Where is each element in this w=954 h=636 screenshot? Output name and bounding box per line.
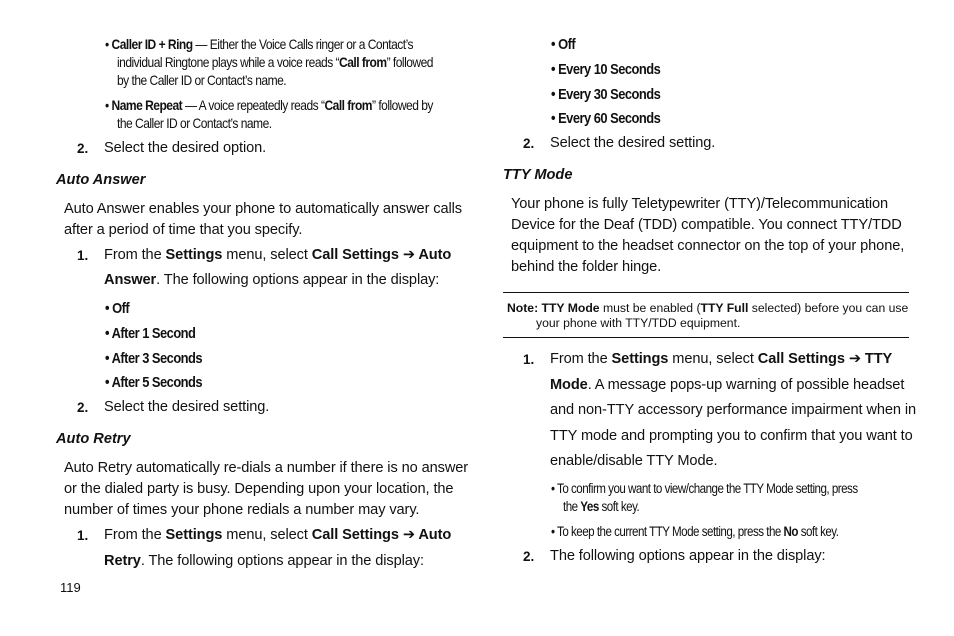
option-item: • Off	[551, 36, 576, 53]
step-text-line2: Mode. A message pops-up warning of possible headset	[550, 377, 905, 393]
bullet-caller-id-ring: • Caller ID + Ring — Either the Voice Calls ringer or a Contact’s	[105, 36, 414, 52]
section-heading-auto-answer: Auto Answer	[56, 172, 146, 188]
step-text: From the Settings menu, select Call Settings ➔ Auto	[104, 247, 452, 263]
step-text: Select the desired option.	[104, 140, 267, 156]
step-number: 1.	[77, 248, 89, 263]
step-text-line3: and non-TTY accessory performance impairment when in	[550, 402, 917, 418]
paragraph-line: Auto Retry automatically re-dials a number if there is no answer	[64, 460, 469, 476]
option-item: • After 3 Seconds	[105, 350, 203, 367]
step-number: 1.	[523, 352, 535, 367]
option-item: • After 1 Second	[105, 325, 196, 342]
step-text-line2: Answer. The following options appear in the display:	[104, 272, 440, 288]
paragraph-line: Your phone is fully Teletypewriter (TTY)/Telecommunication	[511, 196, 889, 212]
paragraph-line: Device for the Deaf (TDD) compatible. You connect TTY/TDD	[511, 217, 902, 233]
option-item: • Every 60 Seconds	[551, 110, 661, 127]
paragraph-line: or the dialed party is busy. Depending upon your location, the	[64, 481, 454, 497]
bullet-name-repeat-line2: the Caller ID or Contact’s name.	[117, 115, 272, 131]
bullet-caller-id-ring-line3: by the Caller ID or Contact’s name.	[117, 72, 287, 88]
bullet-caller-id-ring-line2: individual Ringtone plays while a voice reads “Call from” followed	[117, 54, 433, 70]
paragraph-line: equipment to the headset connector on the top of your phone,	[511, 238, 905, 254]
note-line1: Note: TTY Mode must be enabled (TTY Full selected) before you can use	[507, 301, 909, 315]
sub-bullet-confirm-line2: the Yes soft key.	[563, 499, 640, 514]
step-text: From the Settings menu, select Call Settings ➔ TTY	[550, 351, 893, 367]
option-item: • Every 30 Seconds	[551, 86, 661, 103]
option-item: • Off	[105, 300, 130, 317]
step-number: 2.	[77, 400, 89, 415]
paragraph-line: behind the folder hinge.	[511, 259, 662, 275]
note-line2: your phone with TTY/TDD equipment.	[536, 316, 741, 330]
step-number: 2.	[523, 549, 535, 564]
step-text-line2: Retry. The following options appear in the display:	[104, 553, 424, 569]
note-label: Note:	[507, 301, 539, 315]
paragraph-line: Auto Answer enables your phone to automatically answer calls	[64, 201, 462, 217]
bullet-name-repeat: • Name Repeat — A voice repeatedly reads “Call from” followed by	[105, 97, 433, 113]
bullet-dot: •	[105, 97, 112, 113]
step-number: 1.	[77, 528, 89, 543]
page-number: 119	[60, 580, 81, 595]
step-text-line5: enable/disable TTY Mode.	[550, 453, 718, 469]
note-bottom-rule	[503, 337, 909, 338]
paragraph-line: after a period of time that you specify.	[64, 222, 303, 238]
option-item: • Every 10 Seconds	[551, 61, 661, 78]
step-text: The following options appear in the display:	[550, 548, 826, 564]
step-text: Select the desired setting.	[550, 135, 716, 151]
section-heading-tty-mode: TTY Mode	[503, 167, 573, 183]
step-text: From the Settings menu, select Call Settings ➔ Auto	[104, 527, 452, 543]
step-text: Select the desired setting.	[104, 399, 270, 415]
step-number: 2.	[77, 141, 89, 156]
sub-bullet-confirm: • To confirm you want to view/change the TTY Mode setting, press	[551, 481, 858, 496]
step-number: 2.	[523, 136, 535, 151]
sub-bullet-keep: • To keep the current TTY Mode setting, press the No soft key.	[551, 524, 839, 539]
section-heading-auto-retry: Auto Retry	[56, 431, 131, 447]
paragraph-line: number of times your phone redials a number may vary.	[64, 502, 420, 518]
note-top-rule	[503, 292, 909, 293]
bullet-dot: •	[105, 36, 112, 52]
step-text-line4: TTY mode and prompting you to confirm that you want to	[550, 428, 913, 444]
option-item: • After 5 Seconds	[105, 374, 203, 391]
